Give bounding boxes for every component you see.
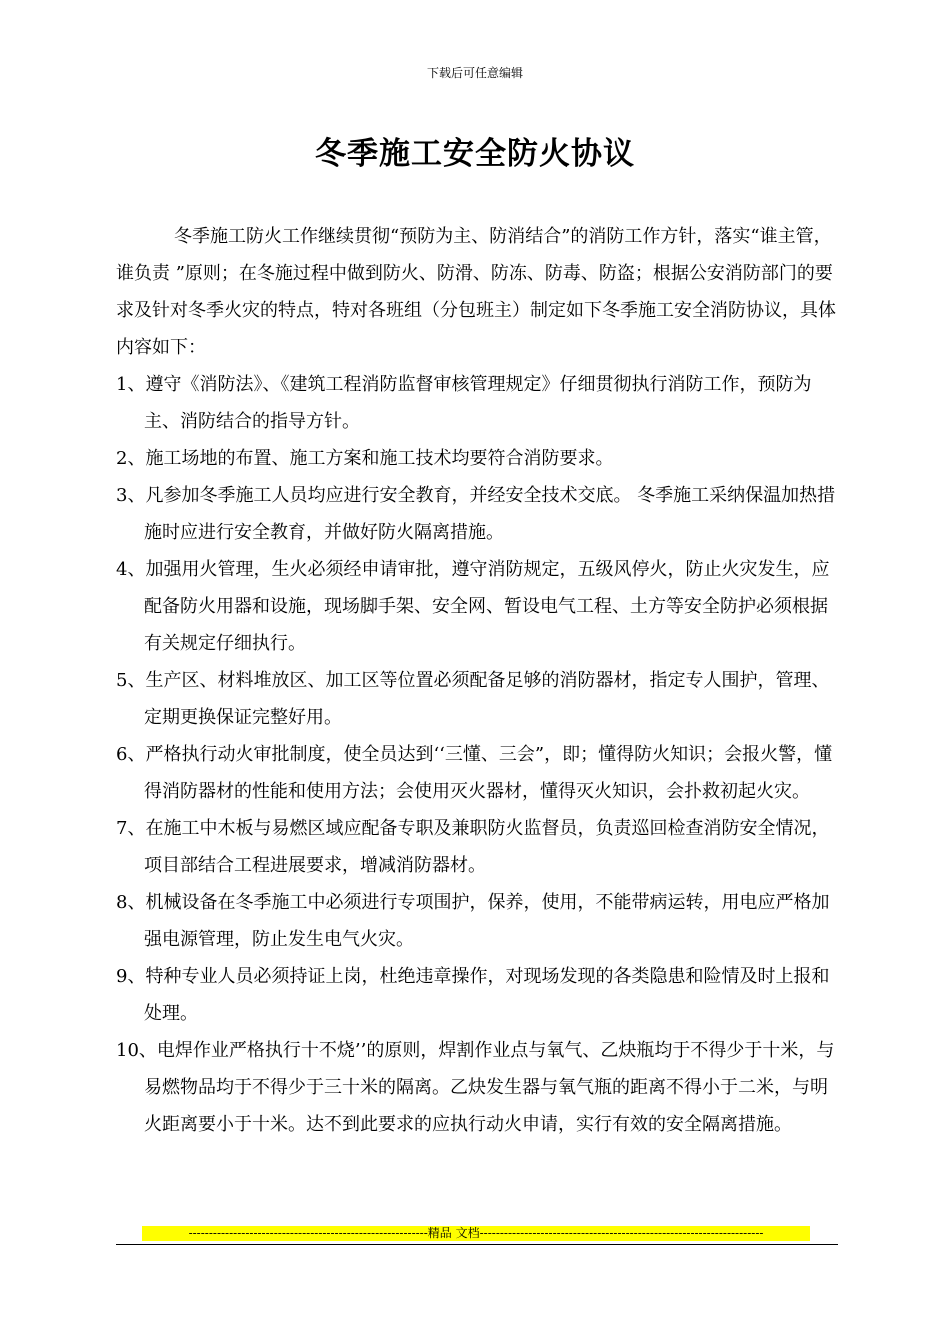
clause-item-3: 3、凡参加冬季施工人员均应进行安全教育，并经安全技术交底。 冬季施工采纳保温加热措施时应进行安全教育，并做好防火隔离措施。	[116, 485, 836, 543]
clause-item-9: 9、特种专业人员必须持证上岗，杜绝违章操作，对现场发现的各类隐患和险情及时上报和处理。	[116, 966, 830, 1024]
intro-paragraph: 冬季施工防火工作继续贯彻“预防为主、防消结合”的消防工作方针，落实“谁主管， 谁负责 ”原则；在冬施过程中做到防火、防滑、防冻、防毒、防盗；根据公安消防部门的要求及针对冬季火灾的特点，特对各班组（分包班主）制定如下冬季施工安全消防协议，具体内容如下：	[116, 226, 836, 358]
document-title: 冬季施工安全防火协议	[315, 136, 635, 172]
footer-divider	[116, 1244, 838, 1245]
header-note: 下载后可任意编辑	[426, 66, 523, 80]
footer-highlight-band: -----------------------------------------------------------精品 文档----------------------------------------------------------------------	[142, 1226, 810, 1241]
clause-item-2: 2、施工场地的布置、施工方案和施工技术均要符合消防要求。	[116, 448, 614, 469]
document-body	[116, 218, 838, 1143]
clause-item-8: 8、机械设备在冬季施工中必须进行专项围护，保养，使用，不能带病运转，用电应严格加强电源管理，防止发生电气火灾。	[116, 892, 830, 950]
clause-item-4: 4、加强用火管理，生火必须经申请审批，遵守消防规定，五级风停火，防止火灾发生，应配备防火用器和设施，现场脚手架、安全网、暂设电气工程、土方等安全防护必须根据有关规定仔细执行。	[116, 559, 830, 654]
clause-item-7: 7、在施工中木板与易燃区域应配备专职及兼职防火监督员，负责巡回检查消防安全情况，项目部结合工程进展要求，增减消防器材。	[116, 818, 830, 876]
clause-item-1: 1、遵守《消防法》、《建筑工程消防监督审核管理规定》仔细贯彻执行消防工作，预防为主、消防结合的指导方针。	[116, 374, 812, 432]
page-footer	[116, 1226, 838, 1245]
clause-item-10: 10、电焊作业严格执行十不烧’’的原则，焊割作业点与氧气、乙炔瓶均于不得少于十米，与易燃物品均于不得少于三十米的隔离。乙炔发生器与氧气瓶的距离不得小于二米，与明火距离要小于十米。达不到此要求的应执行动火申请，实行有效的安全隔离措施。	[116, 1040, 835, 1135]
clause-item-6: 6、严格执行动火审批制度，使全员达到‘‘三懂、三会”，即；懂得防火知识；会报火警，懂得消防器材的性能和使用方法；会使用灭火器材，懂得灭火知识，会扑救初起火灾。	[116, 744, 833, 802]
clause-item-5: 5、生产区、材料堆放区、加工区等位置必须配备足够的消防器材，指定专人围护，管理、定期更换保证完整好用。	[116, 670, 830, 728]
